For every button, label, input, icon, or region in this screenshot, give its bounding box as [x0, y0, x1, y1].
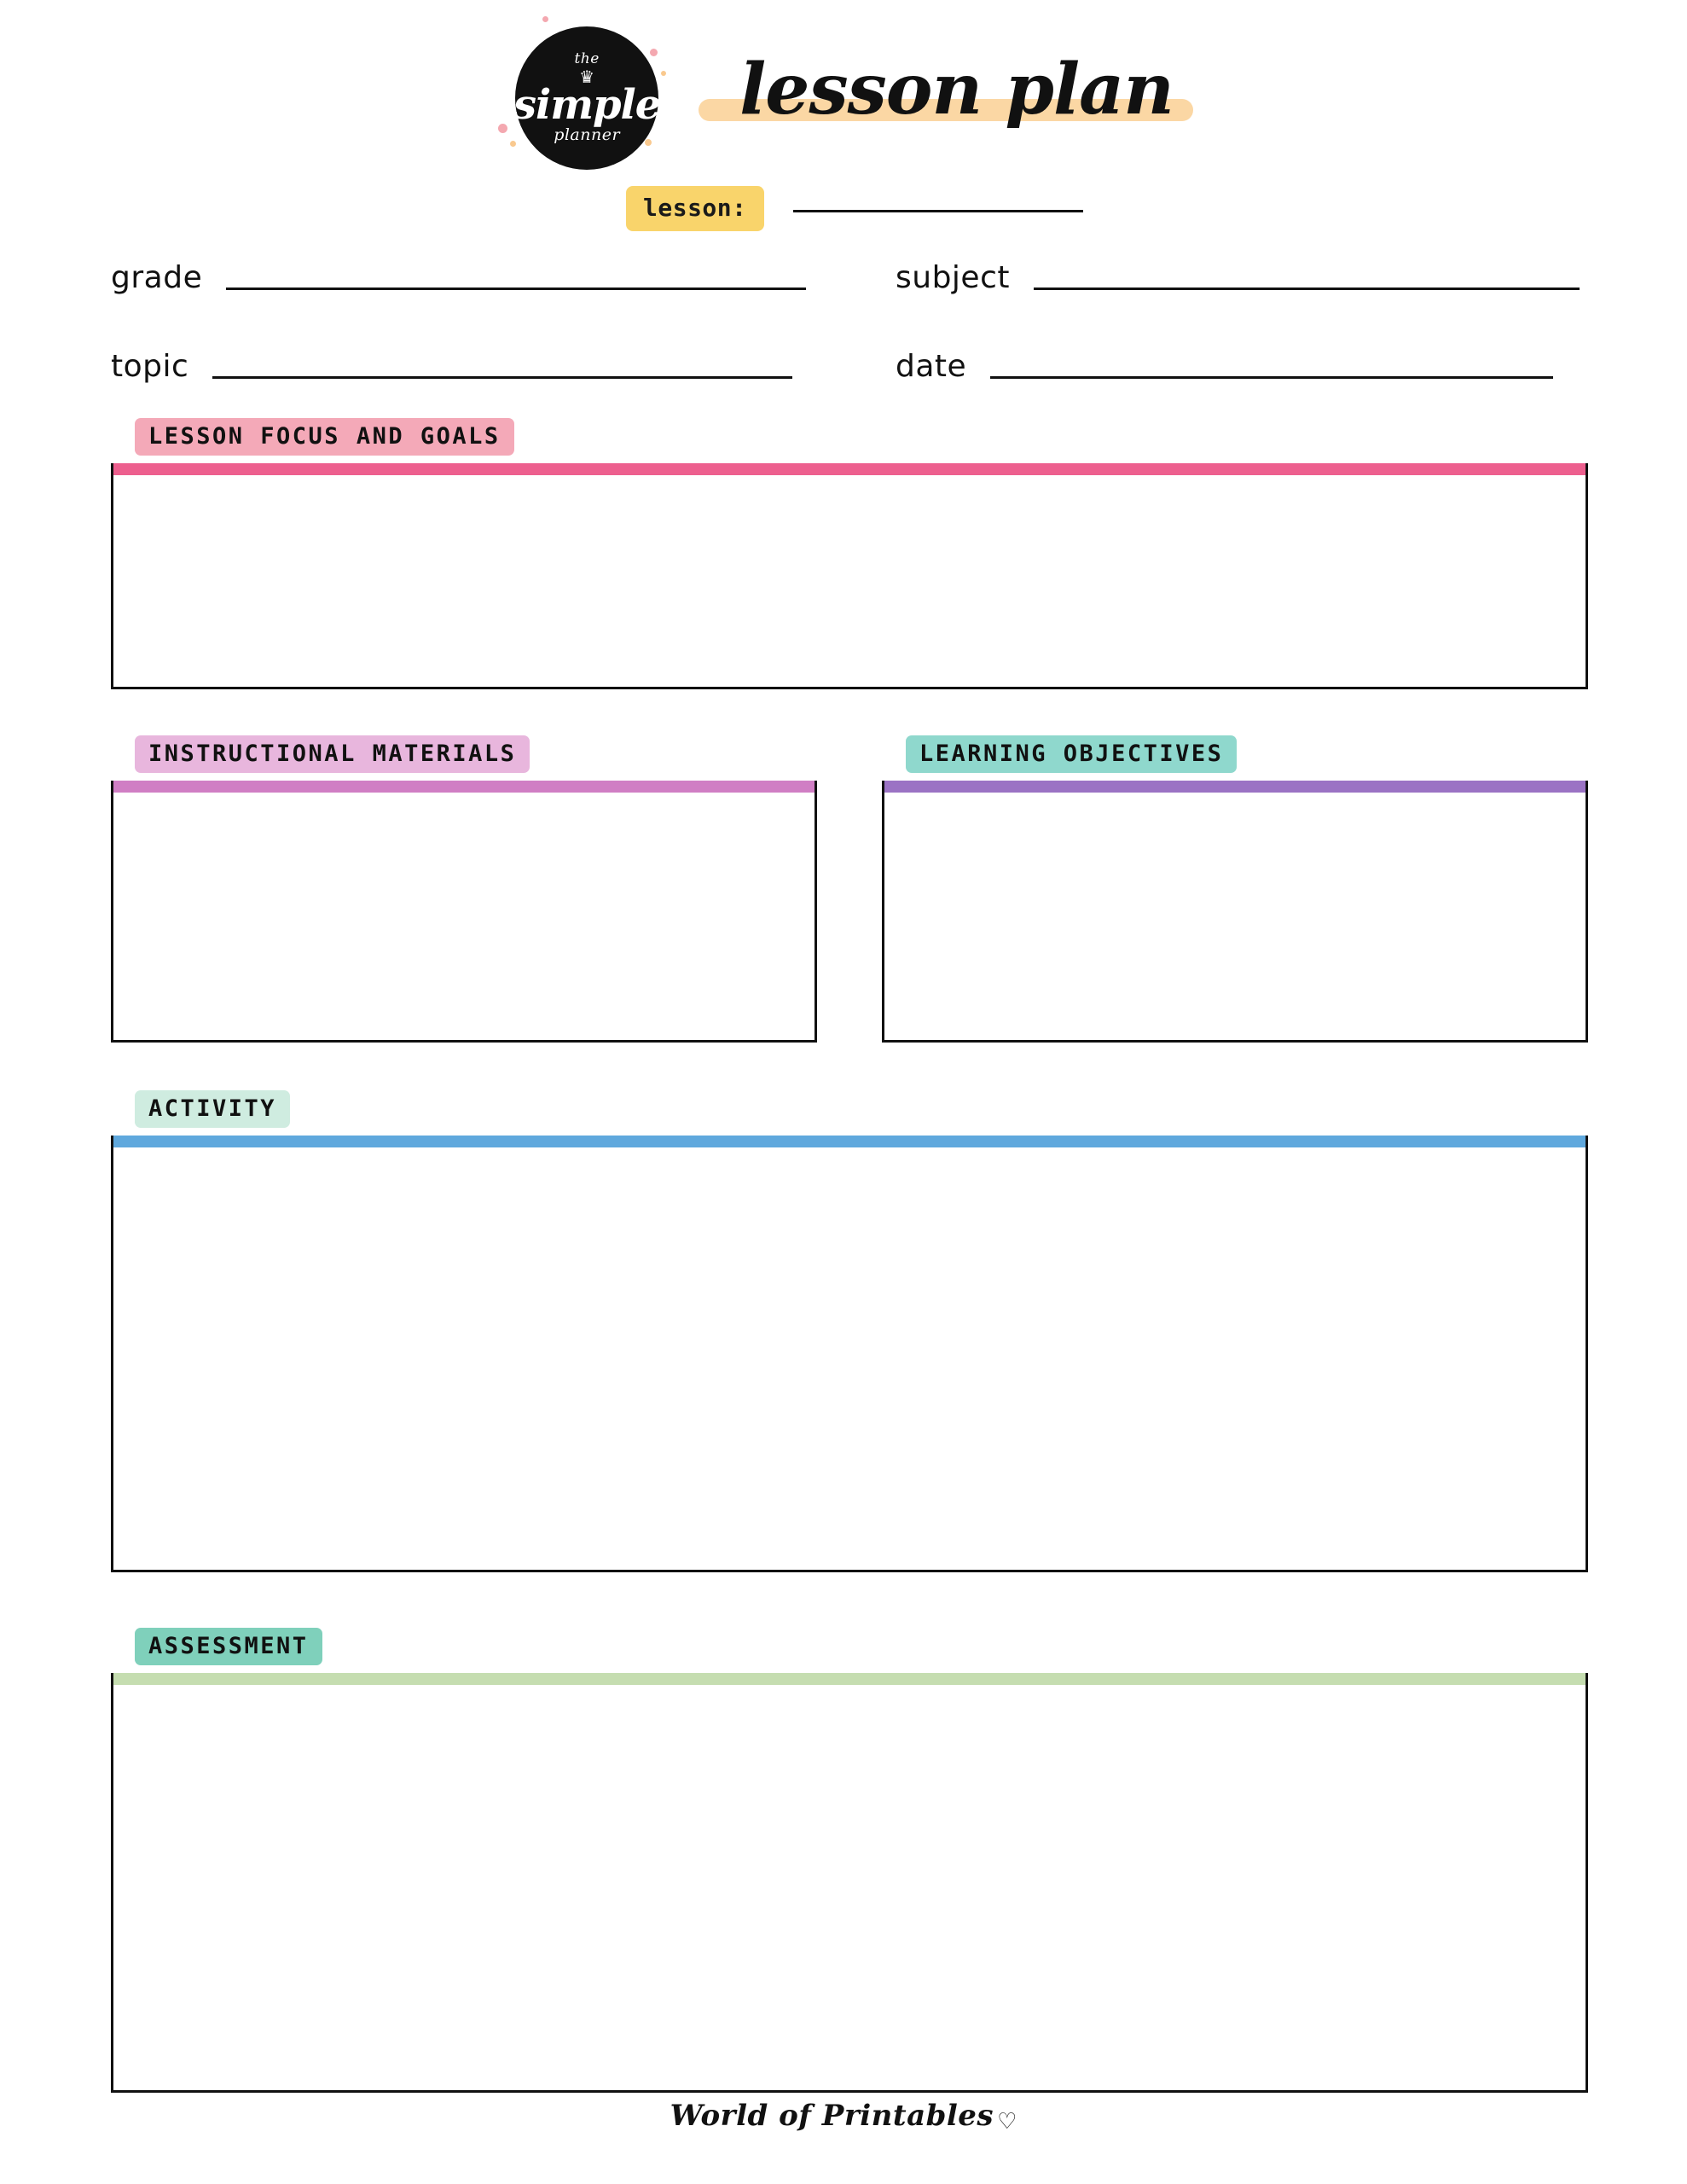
logo-the-text: the [574, 50, 600, 67]
page-title-wrap [699, 49, 1196, 131]
subject-label: subject [896, 260, 1010, 295]
section-activity [111, 1090, 1588, 1572]
section-box-assessment[interactable] [111, 1673, 1588, 2093]
decorative-dot-icon [498, 124, 507, 133]
field-date [896, 351, 1553, 386]
section-bar-lesson-focus-and-goals [113, 463, 1586, 475]
heart-icon: ♡ [997, 2108, 1017, 2135]
field-subject [896, 260, 1580, 297]
date-label: date [896, 349, 967, 384]
section-bar-instructional-materials [113, 781, 815, 793]
topic-label: topic [111, 349, 189, 384]
lesson-input[interactable] [793, 210, 1083, 212]
logo-planner-text: planner [554, 125, 621, 144]
lesson-field-row [626, 186, 1083, 231]
brand-logo [491, 11, 675, 169]
section-instructional-materials [111, 735, 817, 1043]
section-label-lesson-focus-and-goals: LESSON FOCUS AND GOALS [135, 418, 514, 456]
section-label-learning-objectives: LEARNING OBJECTIVES [906, 735, 1237, 773]
subject-input[interactable] [1034, 288, 1580, 290]
section-label-assessment: ASSESSMENT [135, 1628, 322, 1665]
date-input[interactable] [990, 376, 1553, 379]
decorative-dot-icon [645, 139, 652, 146]
decorative-dot-icon [650, 49, 658, 56]
page-title: lesson plan [739, 49, 1174, 131]
grade-input[interactable] [226, 288, 806, 290]
section-box-activity[interactable] [111, 1136, 1588, 1572]
section-box-lesson-focus-and-goals[interactable] [111, 463, 1588, 689]
section-label-activity: ACTIVITY [135, 1090, 290, 1128]
meta-fields [111, 260, 1588, 440]
page-header [0, 0, 1687, 179]
crown-icon: ♛ [579, 67, 595, 87]
decorative-dot-icon [661, 71, 666, 76]
section-assessment [111, 1628, 1588, 2093]
page-footer [0, 2099, 1687, 2135]
section-bar-assessment [113, 1673, 1586, 1685]
section-label-instructional-materials: INSTRUCTIONAL MATERIALS [135, 735, 530, 773]
footer-brand-text: World of Printables [670, 2099, 994, 2133]
section-learning-objectives [882, 735, 1588, 1043]
lesson-label: lesson: [626, 186, 764, 231]
field-row-1 [111, 260, 1588, 297]
section-lesson-focus-and-goals [111, 418, 1588, 689]
decorative-dot-icon [542, 16, 548, 22]
section-bar-learning-objectives [884, 781, 1586, 793]
topic-input[interactable] [212, 376, 792, 379]
section-box-learning-objectives[interactable] [882, 781, 1588, 1043]
decorative-dot-icon [510, 141, 516, 147]
section-box-instructional-materials[interactable] [111, 781, 817, 1043]
field-row-2 [111, 351, 1588, 386]
section-bar-activity [113, 1136, 1586, 1147]
logo-simple-text: simple [513, 81, 661, 129]
grade-label: grade [111, 260, 203, 295]
field-topic [111, 351, 896, 386]
logo-circle [513, 26, 661, 170]
field-grade [111, 260, 896, 297]
